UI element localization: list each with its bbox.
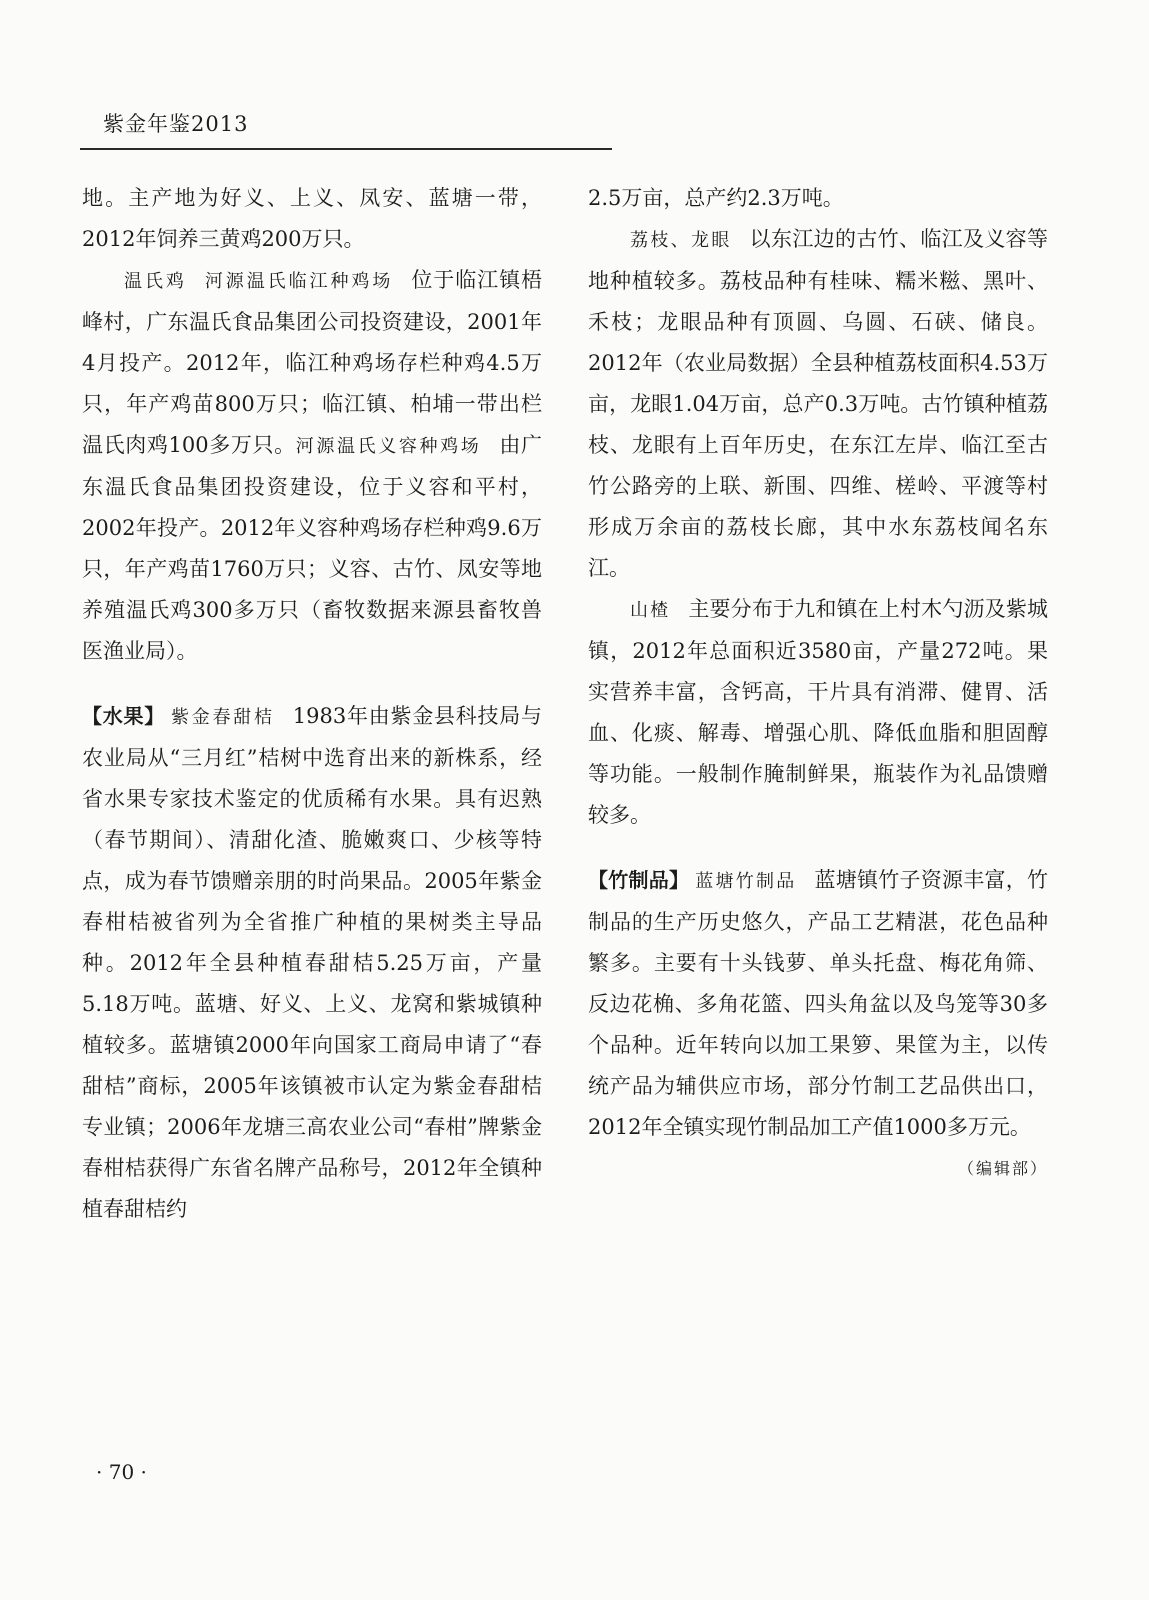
paragraph-lychee-longan: [588, 219, 1048, 589]
entry-text: 蓝塘镇竹子资源丰富，竹制品的生产历史悠久，产品工艺精湛，花色品种繁多。主要有十头钱萝、单头托盘、梅花角筛、反边花桷、多角花篮、四头角盆以及鸟笼等30多个品种。近年转向以加工果箩、果筐为主，以传统产品为辅供应市场，部分竹制工艺品供出口，2012年全镇实现竹制品加工产值1000多万元。: [588, 868, 1048, 1139]
section-heading-bamboo: 【竹制品】: [588, 868, 690, 892]
editor-credit: （编辑部）: [957, 1159, 1048, 1178]
entry-term: 温氏鸡: [124, 271, 187, 292]
left-column: [82, 178, 542, 1230]
running-header: 紫金年鉴2013: [103, 112, 249, 136]
paragraph-chicken-region: 地。主产地为好义、上义、凤安、蓝塘一带，2012年饲养三黄鸡200万只。: [82, 186, 542, 251]
section-heading-fruit: 【水果】: [82, 704, 166, 728]
page-number: · 70 ·: [96, 1460, 147, 1484]
header-rule: [80, 148, 612, 150]
paragraph-hawthorn: [588, 589, 1048, 836]
entry-term: 山楂: [630, 600, 671, 621]
entry-term: 紫金春甜桔: [171, 707, 275, 728]
right-column: [588, 178, 1048, 1184]
paragraph-continued: 2.5万亩，总产约2.3万吨。: [588, 186, 844, 210]
entry-subterm-2: 河源温氏义容种鸡场: [295, 436, 482, 457]
entry-text: 1983年由紫金县科技局与农业局从“三月红”桔树中选育出来的新株系，经省水果专家技术鉴定的优质稀有水果。具有迟熟（春节期间）、清甜化渣、脆嫩爽口、少核等特点，成为春节馈赠亲朋的时尚果品。2005年紫金春柑桔被省列为全省推广种植的果树类主导品种。2012年全县种植春甜桔5.25万亩，产量5.18万吨。蓝塘、好义、上义、龙窝和紫城镇种植较多。蓝塘镇2000年向国家工商局申请了“春甜桔”商标，2005年该镇被市认定为紫金春甜桔专业镇；2006年龙塘三高农业公司“春柑”牌紫金春柑桔获得广东省名牌产品称号，2012年全镇种植春甜桔约: [82, 704, 542, 1221]
section-gap: [82, 672, 542, 696]
section-gap: [588, 836, 1048, 860]
paragraph-wens-chicken: [82, 260, 542, 672]
entry-text: 以东江边的古竹、临江及义容等地种植较多。荔枝品种有桂味、糯米糍、黑叶、禾枝；龙眼品种有顶圆、乌圆、石硖、储良。2012年（农业局数据）全县种植荔枝面积4.53万亩，龙眼1.04万亩，总产0.3万吨。古竹镇种植荔枝、龙眼有上百年历史，在东江左岸、临江至古竹公路旁的上联、新围、四维、槎岭、平渡等村形成万余亩的荔枝长廊，其中水东荔枝闻名东江。: [588, 227, 1049, 580]
entry-text: 主要分布于九和镇在上村木勺沥及紫城镇，2012年总面积近3580亩，产量272吨。果实营养丰富，含钙高，干片具有消滞、健胃、活血、化痰、解毒、增强心肌、降低血脂和胆固醇等功能。一般制作腌制鲜果，瓶装作为礼品馈赠较多。: [588, 597, 1049, 827]
entry-term: 蓝塘竹制品: [695, 871, 797, 892]
paragraph-bamboo: [588, 860, 1048, 1148]
entry-text: 位于临江镇梧峰村，广东温氏食品集团公司投资建设，2001年4月投产。2012年，临江种鸡场存栏种鸡4.5万只，年产鸡苗800万只；临江镇、柏埔一带出栏温氏肉鸡100多万只。: [82, 268, 543, 457]
entry-subterm: 河源温氏临江种鸡场: [204, 271, 394, 292]
entry-text-2: 由广东温氏食品集团投资建设，位于义容和平村，2002年投产。2012年义容种鸡场存栏种鸡9.6万只，年产鸡苗1760万只；义容、古竹、凤安等地养殖温氏鸡300多万只（畜牧数据来源县畜牧兽医渔业局）。: [82, 433, 543, 663]
paragraph-fruit: [82, 696, 542, 1230]
entry-term: 荔枝、龙眼: [630, 230, 732, 251]
